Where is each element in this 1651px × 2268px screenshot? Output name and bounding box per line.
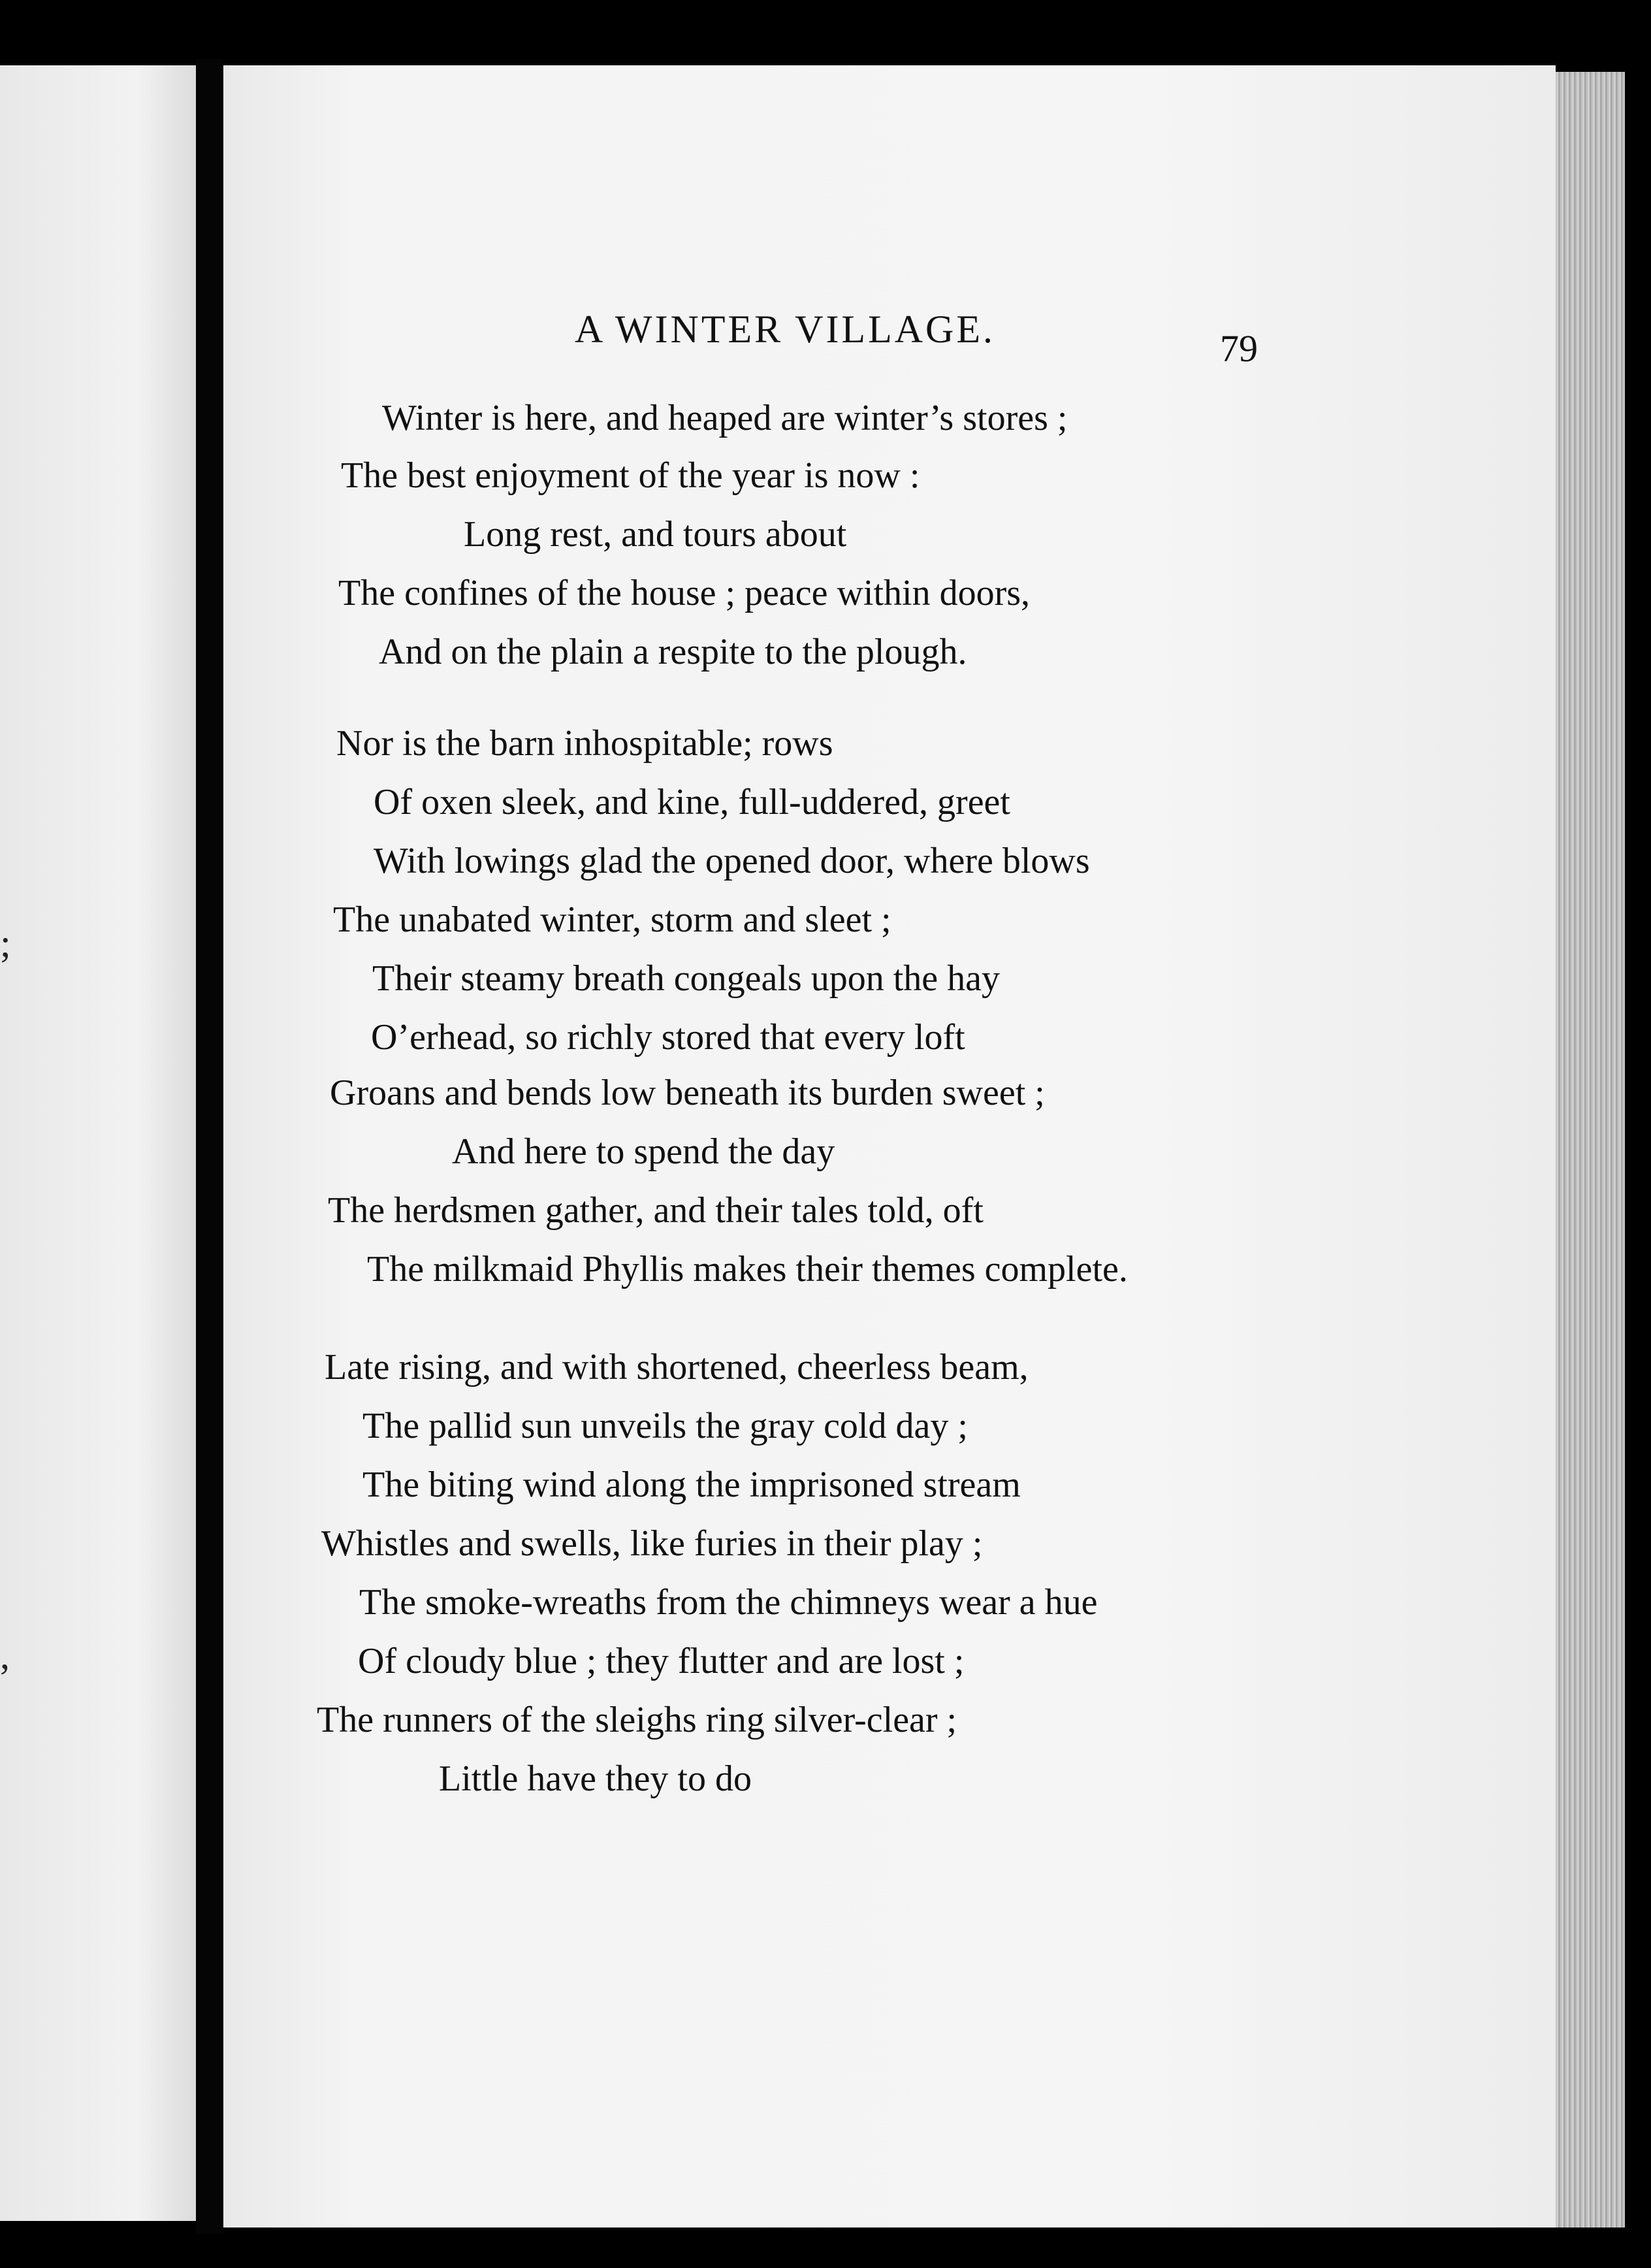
poem-line: The best enjoyment of the year is now : [341,455,920,496]
poem-line: The milkmaid Phyllis makes their themes complete. [367,1249,1128,1289]
poem-line: And on the plain a respite to the plough. [379,632,967,672]
poem-line: The runners of the sleighs ring silver-clear ; [317,1700,957,1740]
poem-line: The pallid sun unveils the gray cold day ; [362,1406,968,1446]
poem-line: The unabated winter, storm and sleet ; [333,899,891,940]
poem-line: With lowings glad the opened door, where blows [374,841,1090,881]
page-number: 79 [1220,327,1258,370]
poem-line: Late rising, and with shortened, cheerless beam, [325,1347,1029,1387]
poem-line: Whistles and swells, like furies in their play ; [321,1523,983,1564]
poem-line: Winter is here, and heaped are winter’s stores ; [382,398,1068,438]
poem-line: And here to spend the day [452,1131,835,1172]
poem-line: The confines of the house ; peace within doors, [338,573,1031,613]
poem-line: Nor is the barn inhospitable; rows [336,723,833,764]
left-page-mark: ; [0,922,11,965]
poem-line: Of cloudy blue ; they flutter and are lost ; [358,1641,965,1681]
poem-line: Groans and bends low beneath its burden sweet ; [330,1073,1045,1113]
left-page-mark: , [0,1634,10,1677]
poem-line: Of oxen sleek, and kine, full-uddered, greet [374,782,1010,822]
poem-line: The biting wind along the imprisoned stream [362,1465,1021,1505]
poem-line: Their steamy breath congeals upon the hay [372,958,1000,999]
poem-line: The smoke-wreaths from the chimneys wear a hue [359,1582,1098,1623]
poem-line: The herdsmen gather, and their tales told, oft [328,1190,984,1231]
poem-line: Long rest, and tours about [464,514,847,555]
poem-line: O’erhead, so richly stored that every loft [371,1017,965,1058]
poem-line: Little have they to do [439,1758,752,1799]
running-head: A WINTER VILLAGE. [575,308,996,351]
